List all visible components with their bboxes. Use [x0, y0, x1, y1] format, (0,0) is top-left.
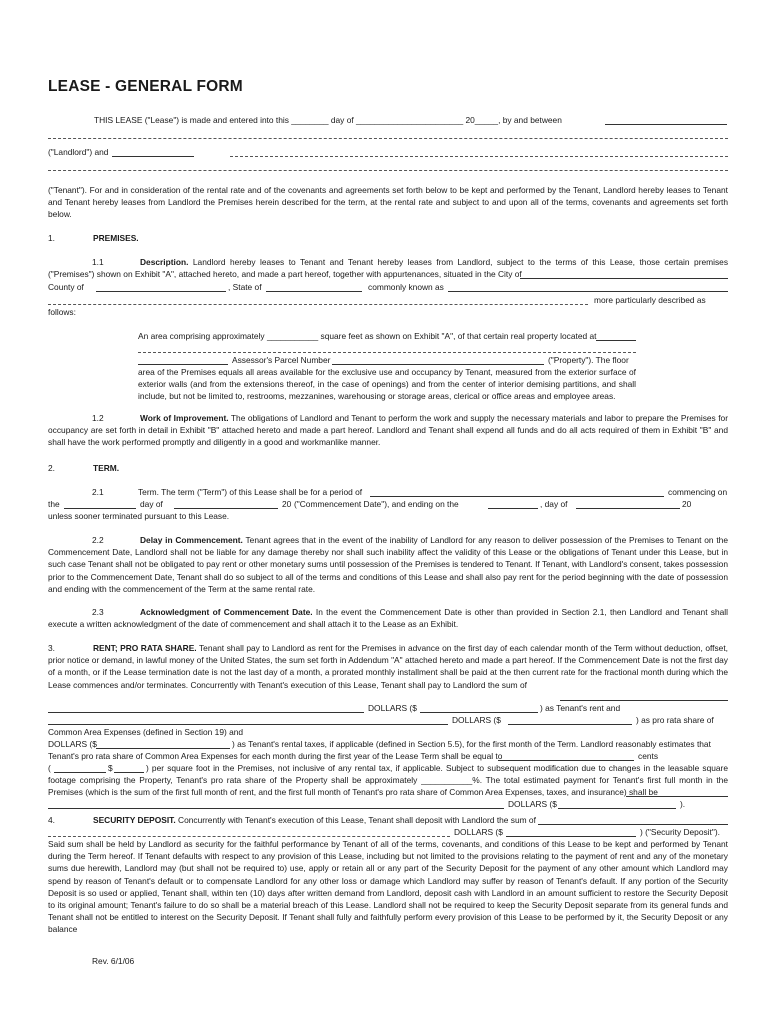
area-paragraph: area of the Premises equals all areas available for the exclusive use and occupancy by Tenant, measured from the exterior surface of exterior walls (and from the extensions thereof, in the case of openings) and from the center of interior demising partitions, and shall include, but not be limited to, restrooms, mezzanines, warehousing or storage areas, clerical or office areas and employee areas. — [138, 367, 636, 402]
prorata-estimate-text: Tenant's pro rata share of Common Area Expenses for each month during the first year of the Lease Term shall be equal to — [48, 751, 503, 761]
unless-text: unless sooner terminated pursuant to this Lease. — [48, 511, 230, 521]
party-line — [605, 124, 727, 125]
section-1-1-text — [48, 256, 728, 280]
section-2-3-number: 2.3 — [92, 607, 104, 617]
section-1-2-body: The obligations of Landlord and Tenant to perform the work and supply the necessary materials and labor to prepare the Premises for occupancy are set forth in detail in Exhibit "B" attached hereto and made a part hereof. Landlord and Tenant shall expend all funds and do all acts required of them in Exhibit "B" and shall have the work performed promptly and diligently in a good and workmanlike manner. — [48, 413, 728, 448]
known-line — [448, 291, 728, 292]
commencement-label: ("Commencement Date"), and ending on the — [294, 499, 459, 509]
deposit-dollars-label: DOLLARS ($ — [454, 827, 503, 837]
follows-label: follows: — [48, 307, 76, 317]
section-4-number: 4. — [48, 815, 55, 825]
section-4-body: Concurrently with Tenant's execution of this Lease, Tenant shall deposit with Landlord the sum of — [178, 815, 536, 825]
county-line — [96, 291, 226, 292]
dollars-label-1: DOLLARS ($ — [368, 703, 417, 713]
apn-line — [332, 364, 544, 365]
document-title: LEASE - GENERAL FORM — [48, 78, 243, 95]
section-1-2-number: 1.2 — [92, 413, 104, 423]
cae-label: Common Area Expenses (defined in Section 19) and — [48, 727, 244, 737]
tax-amount-line — [96, 748, 230, 749]
section-4-text — [93, 814, 536, 826]
dollars-label-4: DOLLARS ($ — [508, 799, 557, 809]
rent-amount-line — [420, 712, 538, 713]
footage-open: ( — [48, 763, 51, 773]
first-month-words-line — [48, 808, 504, 809]
section-1-2-heading: Work of Improvement. — [140, 413, 229, 423]
blank-line — [230, 156, 728, 157]
rent-words-line — [48, 712, 364, 713]
city-line — [520, 278, 728, 279]
term-line — [370, 496, 664, 497]
blank-line — [48, 304, 588, 305]
dollars-label-3: DOLLARS ($ — [48, 739, 97, 749]
section-2-2-number: 2.2 — [92, 535, 104, 545]
section-3-number: 3. — [48, 643, 55, 653]
the-label: the — [48, 499, 60, 509]
landlord-label: ("Landlord") and — [48, 147, 109, 157]
revision-footer: Rev. 6/1/06 — [92, 956, 135, 966]
blank-line — [138, 352, 636, 353]
section-2-2-heading: Delay in Commencement. — [140, 535, 243, 545]
start-day-line — [64, 508, 136, 509]
location-line — [596, 340, 636, 341]
taxes-text: ) as Tenant's rental taxes, if applicable (defined in Section 5.5), for the first month of the Term. Landlord reasonably estimates that — [232, 739, 711, 749]
twenty-label-1: 20 — [282, 499, 292, 509]
section-2-3-heading: Acknowledgment of Commencement Date. — [140, 607, 313, 617]
footage-dollar: $ — [108, 763, 113, 773]
footage-text: ) per square foot in the Premises, not inclusive of any rental tax, if applicable. Subject to subsequent modification due to changes in the leasable square footage comprising the Property, Tenant's pro rata share of the Property shall be approximately ___________%. The total estimated payment for Tenant's first full month in the Premises (which is the sum of the first full month of rent, and the first full month of Tenant's pro rata share of Common Area Expenses, taxes, and insurance) shall be — [48, 763, 728, 798]
blank-line — [48, 170, 728, 171]
deposit-words-line — [48, 836, 450, 837]
intro-line: THIS LEASE ("Lease") is made and entered into this ________ day of _______________________ 20_____, by and between — [94, 115, 562, 125]
apn-label: Assessor's Parcel Number — [232, 355, 331, 365]
apn-prefix-line — [138, 364, 228, 365]
deposit-label: ) ("Security Deposit"). — [640, 827, 720, 837]
section-1-heading: PREMISES. — [93, 233, 139, 243]
landlord-line — [112, 156, 194, 157]
prorata-label: ) as pro rata share of — [636, 715, 714, 725]
section-1-2-text — [48, 412, 728, 449]
dollars-label-2: DOLLARS ($ — [452, 715, 501, 725]
blank-line — [48, 138, 728, 139]
section-2-number: 2. — [48, 463, 55, 473]
section-1-number: 1. — [48, 233, 55, 243]
cae-amount-line — [508, 724, 632, 725]
section-2-1-number: 2.1 — [92, 487, 104, 497]
tenant-paragraph: ("Tenant"). For and in consideration of the rental rate and of the covenants and agreements set forth below to be kept and performed by the Tenant, Landlord hereby leases to Tenant and Tenant hereby leases from Landlord the Premises herein described for the term, at the rental rate and subject to and upon all of the terms, covenants and agreements set forth below. — [48, 185, 728, 220]
section-2-heading: TERM. — [93, 463, 120, 473]
deposit-amount-line — [506, 836, 636, 837]
start-month-line — [174, 508, 278, 509]
section-2-2-text — [48, 534, 728, 595]
section-1-1-body: Landlord hereby leases to Tenant and Tenant hereby leases from Landlord, subject to the terms of this Lease, those certain premises ("Premises") shown on Exhibit "A", attached hereto, and made a part hereof, together with appurtenances, situated in the City of — [48, 257, 729, 280]
section-2-2-body: Tenant agrees that in the event of the inability of Landlord for any reason to deliver possession of the Premises to Tenant on the Commencement Date, Landlord shall not be liable for any damage thereby nor shall such inability affect the validity of this Lease or the obligations of Tenant under this Lease, but in such case Tenant shall not be obligated to pay rent or other monetary sums until possession of the Premises is tendered to Tenant. If Tenant, with Landlord's consent, takes possession prior to the Commencement Date, Tenant shall do so subject to all of the terms and conditions of this Lease and shall also pay rent for the period beginning with the date of possession and ending with the commencement of the Term at the same rental rate. — [48, 535, 728, 594]
first-month-amount-line — [558, 808, 676, 809]
state-label: , State of — [228, 282, 262, 292]
section-3-text — [48, 642, 728, 691]
cents-words-line — [498, 760, 634, 761]
section-2-3-text — [48, 606, 728, 630]
deposit-sum-line — [538, 824, 728, 825]
section-1-1-number: 1.1 — [92, 257, 104, 267]
section-3-heading: RENT; PRO RATA SHARE. — [93, 643, 197, 653]
county-label: County of — [48, 282, 84, 292]
state-line — [266, 291, 362, 292]
section-1-1-heading: Description. — [140, 257, 189, 267]
area-text: An area comprising approximately ___________ square feet as shown on Exhibit "A", of that certain real property located at — [138, 331, 597, 341]
section-4-heading: SECURITY DEPOSIT. — [93, 815, 176, 825]
section-2-1-text: Term. The term ("Term") of this Lease shall be for a period of — [138, 487, 363, 497]
dayof-label-2: , day of — [540, 499, 568, 509]
close-paren: ). — [680, 799, 686, 809]
deposit-paragraph: Said sum shall be held by Landlord as security for the faithful performance by Tenant of all of the terms, covenants, and conditions of this Lease to be kept and performed by Tenant during the Term hereof. If Tenant defaults with respect to any provision of this Lease, including but not limited to the provisions relating to the payment of rent and any of the monetary sums due herewith, Landlord may (but shall not be required to) use, apply or retain all or any part of the Security Deposit for the payment of any other amount which Landlord may spend by reason of Tenant's default or to compensate Landlord for any other loss or damage which Landlord may suffer by reason of Tenant's default. If any portion of the Security Deposit is so used or applied, Tenant shall, within ten (10) days after written demand from Landlord, deposit cash with Landlord in an amount sufficient to restore the Security Deposit to its original amount; Tenant's failure to do so shall be a material breach of this Lease. Landlord shall not be required to keep the Security Deposit separate from its general funds and Tenant shall not be entitled to interest on the Security Deposit. If Tenant shall fully and faithfully perform every provision of this Lease to be performed by it, the Security Deposit or any balance — [48, 839, 728, 935]
end-day-line — [488, 508, 538, 509]
rent-sum-line — [560, 700, 728, 701]
more-label: more particularly described as — [594, 295, 706, 305]
first-month-line — [626, 796, 728, 797]
commencing-label: commencing on — [668, 487, 728, 497]
section-2-3-body: In the event the Commencement Date is other than provided in Section 2.1, then Landlord and Tenant shall execute a written acknowledgment of the date of commencement and shall attach it to the Lease as an Exhibit. — [48, 607, 729, 630]
rent-and-label: ) as Tenant's rent and — [540, 703, 621, 713]
cents-label: cents — [638, 751, 659, 761]
dayof-label: day of — [140, 499, 163, 509]
section-3-body: Tenant shall pay to Landlord as rent for the Premises in advance on the first day of each calendar month of the Term without deduction, offset, prior notice or demand, in lawful money of the United States, the sum set forth in Addendum "A" attached hereto and made a part hereof. If the Commencement Date is not the first day of a month, or if the Lease termination date is not the last day of a month, a prorated monthly installment shall be paid at the then current rate for the fractional month during which the Lease commences and/or terminates. Concurrently with Tenant's execution of this Lease, Tenant shall pay to Landlord the sum of — [48, 643, 728, 690]
twenty-label-2: 20 — [682, 499, 692, 509]
property-label: ("Property"). The floor — [548, 355, 629, 365]
end-month-line — [576, 508, 680, 509]
cae-words-line — [48, 724, 448, 725]
known-label: commonly known as — [368, 282, 444, 292]
